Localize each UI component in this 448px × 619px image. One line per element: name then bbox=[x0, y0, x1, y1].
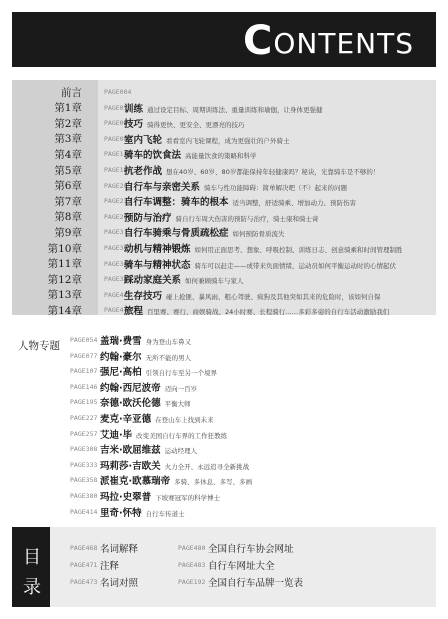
chapter-title bbox=[124, 179, 347, 193]
people-entry bbox=[100, 458, 249, 472]
chapter-desc: 看看室内飞轮课程，成为更强壮的户外骑士 bbox=[166, 136, 290, 145]
title-rest: ONTENTS bbox=[273, 27, 414, 60]
people-name: 麦克·辛亚德 bbox=[100, 414, 152, 425]
chapter-title bbox=[124, 288, 381, 302]
people-name: 强尼·高柏 bbox=[100, 367, 142, 379]
appendix-title: 全国自行车协会网址 bbox=[208, 544, 294, 555]
people-page: PAGE107 bbox=[70, 367, 98, 376]
people-page: PAGE333 bbox=[70, 460, 98, 469]
chapter-desc: 如何用正面思考、想象、呼吸控制、训练日志、创意骑乘和时间管理制胜 bbox=[194, 246, 403, 254]
people-page: PAGE077 bbox=[70, 351, 98, 360]
chapter-desc: 如何预防骨质流失 bbox=[232, 230, 285, 239]
appendix-page: PAGE473 bbox=[70, 578, 98, 586]
people-entry bbox=[100, 333, 191, 347]
people-page: PAGE195 bbox=[70, 398, 98, 407]
chapter-title-text: 室内飞轮 bbox=[124, 134, 163, 146]
people-page: PAGE380 bbox=[70, 492, 98, 500]
chapter-desc: 碰上抢匪、暴风雨、粗心驾驶、疯狗及其他突如其来的危险时，该如何自保 bbox=[166, 292, 381, 301]
chapter-row[interactable] bbox=[12, 271, 436, 287]
chapter-desc: 适当调整，舒适骑乘、增加动力、预防伤害 bbox=[232, 199, 357, 208]
chapter-row[interactable] bbox=[12, 146, 436, 162]
chapter-row[interactable] bbox=[12, 162, 436, 178]
chapter-row[interactable] bbox=[12, 240, 436, 256]
appendix-title: 全国自行车品牌一览表 bbox=[208, 578, 304, 589]
people-page: PAGE227 bbox=[70, 414, 98, 422]
people-page: PAGE414 bbox=[70, 507, 98, 516]
people-name: 玛拉·史翠普 bbox=[100, 492, 152, 503]
chapter-row[interactable] bbox=[12, 193, 436, 209]
appendix-page: PAGE471 bbox=[70, 561, 98, 569]
people-page: PAGE308 bbox=[70, 445, 98, 454]
people-desc: 身为登山车鼻又 bbox=[145, 338, 192, 346]
people-entry bbox=[100, 349, 191, 363]
chapter-title bbox=[124, 272, 244, 286]
chapter-row[interactable] bbox=[12, 287, 436, 303]
chapter-desc: 想在40岁、60岁、80岁都能保持年轻健康吗？秘诀，光靠骑车是不够的！ bbox=[166, 168, 380, 176]
chapter-title bbox=[124, 210, 319, 224]
chapter-list bbox=[12, 80, 436, 318]
chapter-title bbox=[124, 116, 245, 130]
chapter-row[interactable] bbox=[12, 131, 436, 147]
people-page: PAGE054 bbox=[70, 336, 98, 344]
chapter-title bbox=[124, 194, 356, 208]
chapter-row[interactable] bbox=[12, 209, 436, 225]
chapter-title bbox=[124, 257, 396, 271]
people-page: PAGE358 bbox=[70, 476, 98, 485]
chapter-title bbox=[124, 132, 290, 146]
chapter-title-text: 动机与精神锻炼 bbox=[124, 244, 191, 255]
chapter-title bbox=[124, 163, 379, 177]
chapter-label: 第14章 bbox=[47, 304, 82, 317]
chapter-page: PAGE015 bbox=[104, 103, 132, 112]
contents-header bbox=[12, 12, 436, 67]
chapter-label: 第10章 bbox=[47, 242, 82, 255]
chapter-label: 第7章 bbox=[54, 195, 82, 208]
people-desc: 平衡大师 bbox=[164, 400, 191, 409]
people-desc: 无所不能的男人 bbox=[145, 353, 192, 362]
people-entry bbox=[100, 411, 214, 425]
chapter-label: 第5章 bbox=[54, 164, 82, 177]
chapter-title-text: 骑车与精神状态 bbox=[124, 259, 191, 271]
chapter-label: 第9章 bbox=[54, 226, 82, 239]
people-name: 盖瑞·费雪 bbox=[100, 336, 142, 347]
chapter-desc: 高能量饮食的策略和科学 bbox=[185, 152, 257, 161]
chapter-page: PAGE427 bbox=[104, 290, 132, 299]
chapter-desc: 骑车可以赶走——或带来负面情绪，运动员如何平衡运动时的心情起伏 bbox=[194, 261, 397, 270]
chapter-label: 第3章 bbox=[54, 133, 82, 146]
chapter-title-text: 预防与治疗 bbox=[124, 212, 172, 224]
people-desc: 多骑、多休息、多写、多画 bbox=[174, 478, 253, 487]
people-desc: 下坡赛冠军的科学博士 bbox=[155, 494, 221, 502]
chapter-page: PAGE117 bbox=[104, 150, 132, 159]
chapter-label: 第11章 bbox=[47, 258, 82, 271]
appendix-title: 名词解释 bbox=[100, 544, 139, 555]
chapter-desc: 骑得更快、更安全、更漂亮的技巧 bbox=[147, 121, 245, 130]
people-entry bbox=[100, 473, 252, 487]
chapter-page: PAGE161 bbox=[104, 166, 132, 174]
chapter-page: PAGE239 bbox=[104, 197, 132, 206]
chapter-page: PAGE267 bbox=[104, 212, 132, 221]
people-page: PAGE146 bbox=[70, 382, 98, 391]
chapter-label: 第4章 bbox=[54, 148, 82, 161]
chapter-label: 第8章 bbox=[54, 211, 82, 224]
chapter-title-text: 技巧 bbox=[124, 119, 144, 131]
chapter-title-text: 生存技巧 bbox=[124, 290, 163, 302]
people-name: 约翰·西尼波帝 bbox=[100, 382, 161, 394]
appendix-title: 注释 bbox=[100, 561, 120, 572]
chapter-desc: 百里赛、赛行、商娱骑战、24小时赛、长程骑行……多彩多姿的自行车活动激励我们 bbox=[147, 308, 390, 317]
appendix-page: PAGE483 bbox=[178, 561, 206, 569]
chapter-title-text: 自行车调整：骑车的根本 bbox=[124, 197, 229, 209]
chapter-label: 前言 bbox=[61, 86, 82, 99]
chapter-title bbox=[124, 87, 128, 98]
chapter-page: PAGE447 bbox=[104, 306, 132, 315]
chapter-page: PAGE205 bbox=[104, 181, 132, 190]
chapter-row[interactable] bbox=[12, 84, 436, 100]
appendix-page: PAGE468 bbox=[70, 544, 98, 552]
mulu-mark bbox=[12, 527, 50, 607]
chapter-desc: 通过设定目标、周期训练法、重量训练和瑜伽，让身体更强健 bbox=[147, 105, 323, 114]
chapter-label: 第1章 bbox=[54, 102, 82, 115]
chapter-title bbox=[124, 241, 403, 255]
chapter-title-text: 踩动家庭关系 bbox=[124, 275, 182, 287]
appendix-page: PAGE192 bbox=[178, 578, 206, 586]
chapter-page: PAGE363 bbox=[104, 259, 132, 268]
people-name: 吉米·欧屈维兹 bbox=[100, 445, 161, 457]
people-name: 奈德·欧沃伦德 bbox=[100, 398, 161, 410]
chapter-row[interactable] bbox=[12, 302, 436, 318]
chapter-page: PAGE063 bbox=[104, 119, 132, 128]
people-desc: 自行车传道士 bbox=[145, 509, 185, 518]
chapter-label: 第12章 bbox=[47, 273, 82, 286]
chapter-title bbox=[124, 225, 285, 239]
chapter-label: 第6章 bbox=[54, 180, 82, 193]
people-entry bbox=[100, 427, 227, 441]
chapter-title-text: 抗老作战 bbox=[124, 166, 163, 177]
people-name: 派崔克·欧慕瑞帝 bbox=[100, 476, 171, 488]
people-entry bbox=[100, 380, 197, 394]
appendix-title: 自行车网址大全 bbox=[208, 561, 275, 572]
chapter-page: PAGE343 bbox=[104, 244, 132, 252]
chapter-title bbox=[124, 147, 257, 161]
people-desc: 迈向一百岁 bbox=[164, 384, 198, 393]
mulu-char-1: 目 bbox=[23, 547, 41, 568]
chapter-title-text: 自行车与亲密关系 bbox=[124, 181, 201, 193]
chapter-row[interactable] bbox=[12, 115, 436, 131]
people-desc: 火力全开、永远追寻全新挑战 bbox=[164, 462, 250, 471]
chapter-row[interactable] bbox=[12, 100, 436, 116]
people-entry bbox=[100, 442, 197, 456]
title-initial: C bbox=[243, 18, 274, 64]
chapter-desc: 骑自行车周大伤害的预防与治疗，骑士康和骑士膏 bbox=[175, 214, 319, 223]
chapter-label: 第2章 bbox=[54, 117, 82, 130]
people-desc: 改变美国自行车界的工作狂教练 bbox=[136, 431, 228, 440]
appendix-title: 名词对照 bbox=[100, 578, 139, 589]
people-name: 玛莉莎·吉欧关 bbox=[100, 460, 161, 472]
chapter-title-text: 自行车骑乘与骨质疏松症 bbox=[124, 228, 229, 240]
appendix-page: PAGE480 bbox=[178, 544, 206, 552]
people-page: PAGE257 bbox=[70, 429, 98, 438]
people-entry bbox=[100, 505, 185, 519]
chapter-label: 第13章 bbox=[47, 289, 82, 302]
contents-title bbox=[243, 18, 414, 64]
chapter-desc: 如何兼顾骑车与家人 bbox=[185, 277, 244, 286]
chapter-title-text: 骑车的饮食法 bbox=[124, 150, 182, 162]
people-name: 里奇·怀特 bbox=[100, 507, 142, 519]
chapter-title bbox=[124, 101, 323, 115]
chapter-title-text: 训练 bbox=[124, 103, 144, 115]
chapter-desc: 骑车与性功能障碍：简单解决吧（不）起来的问题 bbox=[204, 183, 348, 192]
chapter-page: PAGE315 bbox=[104, 228, 132, 237]
chapter-row[interactable] bbox=[12, 224, 436, 240]
chapter-page: PAGE087 bbox=[104, 134, 132, 143]
people-name: 约翰·豪尔 bbox=[100, 351, 142, 363]
chapter-row[interactable] bbox=[12, 178, 436, 194]
people-entry bbox=[100, 489, 220, 503]
people-desc: 运动经理人 bbox=[164, 447, 198, 456]
mulu-char-2: 录 bbox=[23, 577, 41, 598]
people-entry bbox=[100, 395, 191, 409]
chapter-page: PAGE385 bbox=[104, 275, 132, 284]
people-desc: 在登山车上找到未来 bbox=[155, 416, 214, 424]
people-section-label: 人物专题 bbox=[18, 340, 60, 352]
chapter-row[interactable] bbox=[12, 256, 436, 272]
people-name: 艾迪·毕 bbox=[100, 429, 133, 441]
chapter-title-text: 旅程 bbox=[124, 306, 144, 318]
people-entry bbox=[100, 364, 217, 378]
chapter-title bbox=[124, 303, 389, 317]
chapter-page: PAGE004 bbox=[104, 88, 132, 96]
people-desc: 引领自行车至另一个境界 bbox=[145, 369, 218, 378]
